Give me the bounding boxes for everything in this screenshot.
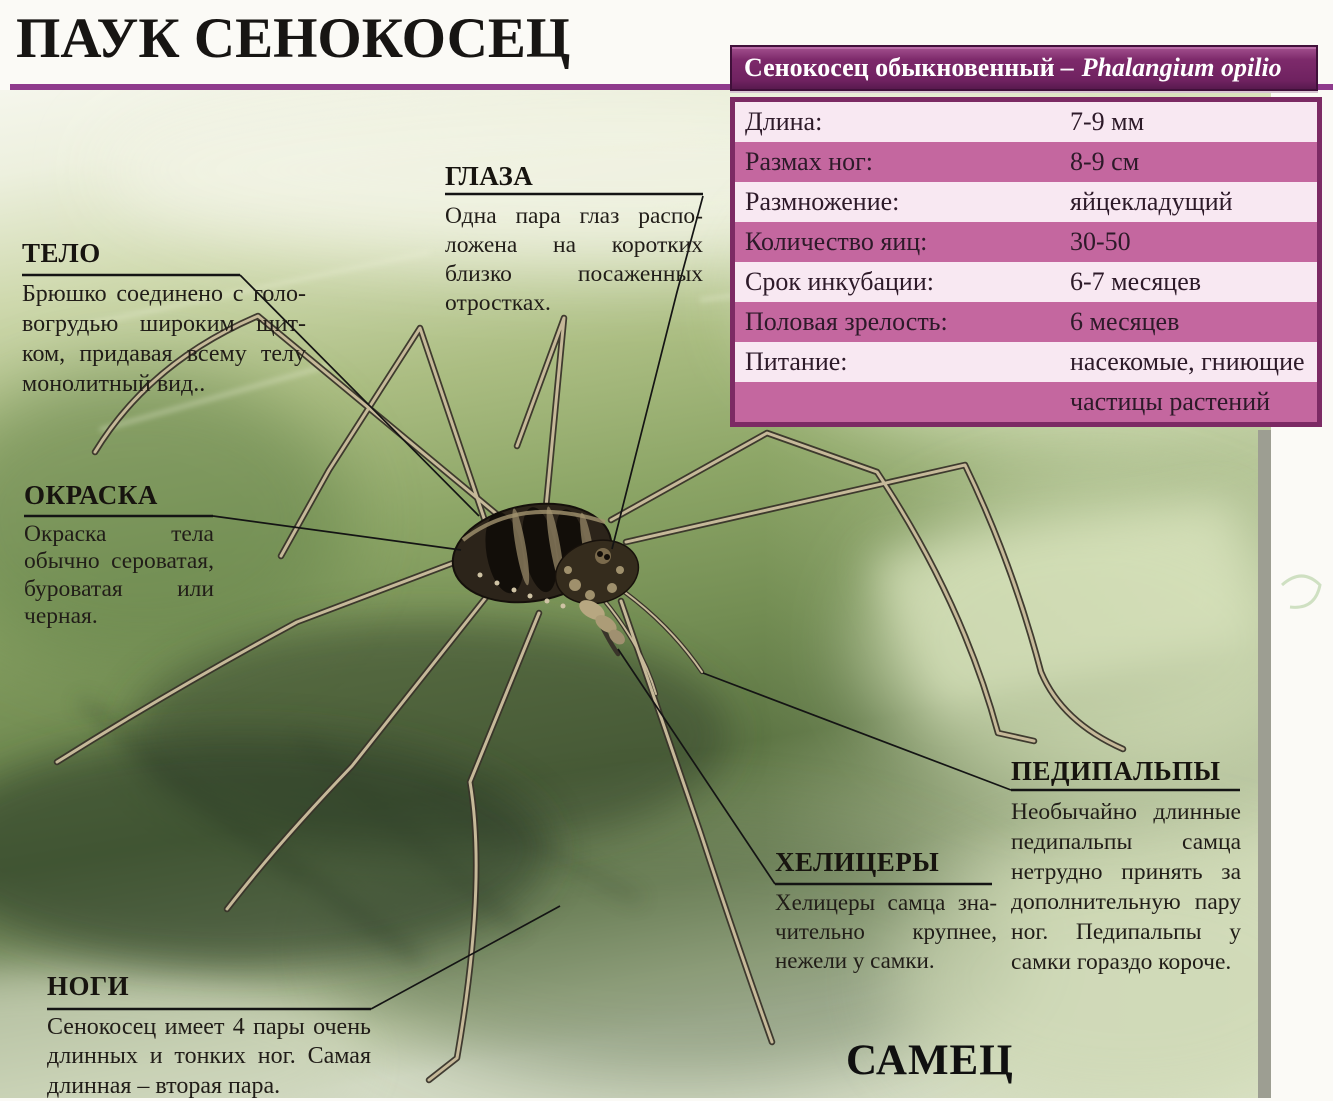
row-label: Срок инкубации: — [735, 262, 1070, 302]
male-caption: САМЕЦ — [846, 1036, 1014, 1085]
annotation-pedipalps — [1011, 756, 1241, 977]
annotation-text: Необычайно длинные педипальпы самца нетрудно принять за дополнительную пару ног. Педипальпы у самки гораздо короче. — [1011, 797, 1241, 977]
table-row — [735, 102, 1317, 142]
annotation-text: Одна пара глаз расположена на коротких близко посаженных отростках. — [445, 202, 703, 318]
annotation-eyes — [445, 162, 703, 318]
page-title: ПАУК СЕНОКОСЕЦ — [16, 6, 570, 71]
table-row — [735, 262, 1317, 302]
table-row — [735, 222, 1317, 262]
species-header-bar — [730, 45, 1318, 91]
table-row — [735, 342, 1317, 382]
annotation-text: Брюшко соединено с головогрудью широким щитком, придавая всему телу монолитный вид.. — [22, 279, 306, 399]
row-label: Длина: — [735, 102, 1070, 142]
annotation-coloration — [24, 482, 214, 631]
header-dash: – — [1061, 53, 1074, 82]
annotation-title: ХЕЛИЦЕРЫ — [775, 848, 997, 877]
row-value: 7-9 мм — [1070, 102, 1317, 142]
row-value: насекомые, гниющие — [1070, 342, 1317, 382]
row-value: 6-7 месяцев — [1070, 262, 1317, 302]
table-row — [735, 382, 1317, 422]
annotation-body — [22, 238, 306, 399]
annotation-title: ТЕЛО — [22, 238, 306, 268]
row-value: 6 месяцев — [1070, 302, 1317, 342]
annotation-title: ГЛАЗА — [445, 162, 703, 191]
table-row — [735, 302, 1317, 342]
row-label: Количество яиц: — [735, 222, 1070, 262]
row-value: 8-9 см — [1070, 142, 1317, 182]
row-value: частицы растений — [1070, 382, 1317, 422]
annotation-text: Сенокосец имеет 4 пары очень длинных и тонких ног. Самая длинная – вторая пара. — [47, 1013, 371, 1101]
photo-edge-strip — [1258, 430, 1271, 1098]
table-row — [735, 142, 1317, 182]
row-value: 30-50 — [1070, 222, 1317, 262]
row-label: Размножение: — [735, 182, 1070, 222]
species-name-latin: Phalangium opilio — [1082, 53, 1282, 82]
row-label: Половая зрелость: — [735, 302, 1070, 342]
row-value: яйцекладущий — [1070, 182, 1317, 222]
table-row — [735, 182, 1317, 222]
annotation-title: ОКРАСКА — [24, 482, 214, 510]
margin-leaf-curl — [1282, 576, 1320, 607]
annotation-text: Хелицеры самца значительно крупнее, нежели у самки. — [775, 888, 997, 975]
species-fact-table — [730, 97, 1322, 427]
row-label: Питание: — [735, 342, 1070, 382]
row-label — [735, 382, 1070, 422]
annotation-chelicerae — [775, 848, 997, 975]
row-label: Размах ног: — [735, 142, 1070, 182]
annotation-legs — [47, 972, 371, 1101]
annotation-text: Окраска тела обычно сероватая, буроватая или черная. — [24, 521, 214, 631]
annotation-title: ПЕДИПАЛЬПЫ — [1011, 756, 1241, 786]
annotation-title: НОГИ — [47, 972, 371, 1002]
species-name-ru: Сенокосец обыкновенный — [744, 53, 1055, 82]
